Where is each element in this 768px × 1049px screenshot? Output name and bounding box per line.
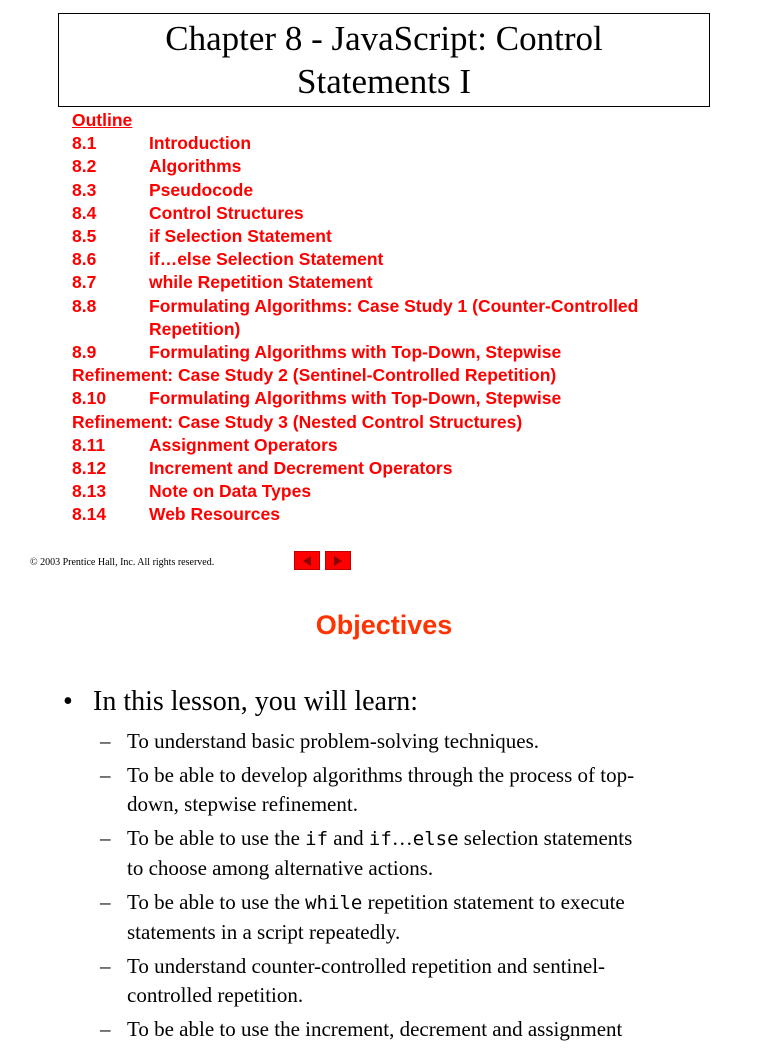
outline-item-text-line: Web Resources (149, 504, 280, 525)
outline-item-text-line: Algorithms (149, 156, 242, 177)
outline-item-text-line: Assignment Operators (149, 434, 338, 455)
objective-text-fragment: … (391, 826, 413, 850)
code-keyword: if (368, 828, 392, 850)
outline-item-text-line: Formulating Algorithms with Top-Down, Stepwise (149, 342, 562, 363)
outline-item (72, 503, 732, 526)
objective-text (127, 824, 720, 883)
objective-text (127, 888, 720, 947)
outline-item-text (149, 155, 732, 178)
outline-item-text-line: Note on Data Types (149, 481, 312, 502)
outline-item-text (149, 179, 732, 202)
outline-item-text-line: while Repetition Statement (149, 272, 373, 293)
outline-item-text (149, 248, 732, 271)
outline-item-text-line: Repetition) (149, 318, 241, 339)
slide-title (58, 13, 710, 107)
objective-text-line: controlled repetition. (127, 983, 304, 1007)
main-bullet (63, 684, 418, 720)
outline-list (72, 132, 732, 526)
objective-text-line (127, 888, 720, 918)
objective-text-line (127, 824, 720, 854)
objective-text (127, 761, 720, 819)
objective-text-fragment: To be able to use the (127, 890, 306, 914)
previous-slide-button[interactable] (294, 551, 320, 570)
copyright-notice: © 2003 Prentice Hall, Inc. All rights reserved. (30, 557, 215, 568)
arrow-left-icon (303, 556, 311, 566)
objective-text-fragment: To understand counter-controlled repetition and sentinel- (127, 954, 606, 978)
outline-item-text (149, 480, 732, 503)
outline-item-text (149, 387, 732, 410)
outline-item-text (149, 202, 732, 225)
outline-item-text (149, 271, 732, 294)
outline-item-number: 8.8 (72, 295, 97, 316)
objective-text-fragment: To understand basic problem-solving techniques. (127, 729, 540, 753)
outline-item-number: 8.4 (72, 202, 97, 223)
outline-item-number: 8.7 (72, 272, 97, 293)
objective-text-fragment: selection statements (458, 826, 633, 850)
outline-item (72, 480, 732, 503)
objective-text (127, 727, 720, 756)
slide-title-line-2: Statements I (297, 62, 471, 101)
arrow-right-icon (334, 556, 342, 566)
main-bullet-text: In this lesson, you will learn: (93, 686, 419, 717)
outline-item-text-line: Introduction (149, 133, 252, 154)
outline-item-text-line: Formulating Algorithms with Top-Down, Stepwise (149, 388, 562, 409)
outline-item (72, 202, 732, 225)
objective-text-line (127, 761, 720, 790)
objective-text-line (127, 727, 720, 756)
objective-text-fragment: and (328, 826, 369, 850)
objective-text-line (127, 952, 720, 981)
code-keyword: if (305, 828, 329, 850)
outline-item-number: 8.2 (72, 156, 97, 177)
objective-item (100, 761, 720, 819)
code-keyword: while (305, 892, 363, 914)
objective-text-line (127, 1015, 720, 1044)
code-keyword: else (412, 828, 459, 850)
outline-item (72, 132, 732, 155)
outline-item-text-line: if…else Selection Statement (149, 249, 384, 270)
outline-item-text (149, 503, 732, 526)
outline-item (72, 225, 732, 248)
outline-item-number: 8.14 (72, 504, 107, 525)
dash-bullet-icon: – (100, 954, 111, 978)
objective-text-fragment: To be able to use the (127, 826, 306, 850)
objective-item (100, 888, 720, 947)
outline-item (72, 295, 732, 341)
outline-item-number: 8.6 (72, 249, 97, 270)
objective-item (100, 727, 720, 756)
outline-item-number: 8.9 (72, 342, 97, 363)
outline-heading: Outline (72, 110, 133, 130)
outline-item (72, 248, 732, 271)
outline-item-text-line: Increment and Decrement Operators (149, 458, 453, 479)
outline-item-number: 8.10 (72, 388, 107, 409)
slide-title-line-1: Chapter 8 - JavaScript: Control (165, 19, 603, 58)
dash-bullet-icon: – (100, 729, 111, 753)
outline-item-text-line: if Selection Statement (149, 226, 332, 247)
dash-bullet-icon: – (100, 826, 111, 850)
outline-item-number: 8.13 (72, 481, 107, 502)
dash-bullet-icon: – (100, 763, 111, 787)
outline-item-number: 8.11 (72, 434, 106, 455)
outline-item (72, 155, 732, 178)
outline-item-text (149, 295, 732, 341)
outline-item (72, 387, 732, 410)
objective-text (127, 952, 720, 1010)
outline-item-text-line: Control Structures (149, 202, 304, 223)
dash-bullet-icon: – (100, 890, 111, 914)
outline-item-number: 8.1 (72, 133, 97, 154)
objective-text-fragment: To be able to develop algorithms through the process of top- (127, 763, 635, 787)
outline-item-text (149, 434, 732, 457)
outline-item (72, 434, 732, 457)
outline-item-text-line: Pseudocode (149, 179, 254, 200)
outline-item-text (149, 341, 732, 364)
outline (72, 109, 732, 527)
objective-text-line: to choose among alternative actions. (127, 856, 434, 880)
bullet-dot-icon: • (63, 686, 73, 717)
outline-item-text-line: Formulating Algorithms: Case Study 1 (Counter-Controlled (149, 295, 639, 316)
dash-bullet-icon: – (100, 1017, 111, 1041)
objectives-list (100, 727, 720, 1049)
outline-item-number: 8.12 (72, 458, 107, 479)
outline-item-text (149, 225, 732, 248)
outline-item (72, 457, 732, 480)
outline-item (72, 271, 732, 294)
outline-item-text (149, 132, 732, 155)
outline-item-number: 8.5 (72, 226, 97, 247)
outline-item (72, 179, 732, 202)
next-slide-button[interactable] (325, 551, 351, 570)
objective-item (100, 952, 720, 1010)
objective-item (100, 824, 720, 883)
outline-item-wrap-line: Refinement: Case Study 2 (Sentinel-Controlled Repetition) (72, 365, 557, 386)
objective-text-fragment: To be able to use the increment, decrement and assignment (127, 1017, 623, 1041)
objective-text-line: statements in a script repeatedly. (127, 920, 401, 944)
objective-text-line: down, stepwise refinement. (127, 792, 358, 816)
objective-item (100, 1015, 720, 1044)
outline-item-wrap-line: Refinement: Case Study 3 (Nested Control Structures) (72, 411, 523, 432)
outline-item (72, 341, 732, 364)
objectives-title: Objectives (315, 610, 453, 640)
objective-text (127, 1015, 720, 1044)
outline-item-text (149, 457, 732, 480)
objective-text-fragment: repetition statement to execute (362, 890, 625, 914)
outline-item-number: 8.3 (72, 179, 97, 200)
